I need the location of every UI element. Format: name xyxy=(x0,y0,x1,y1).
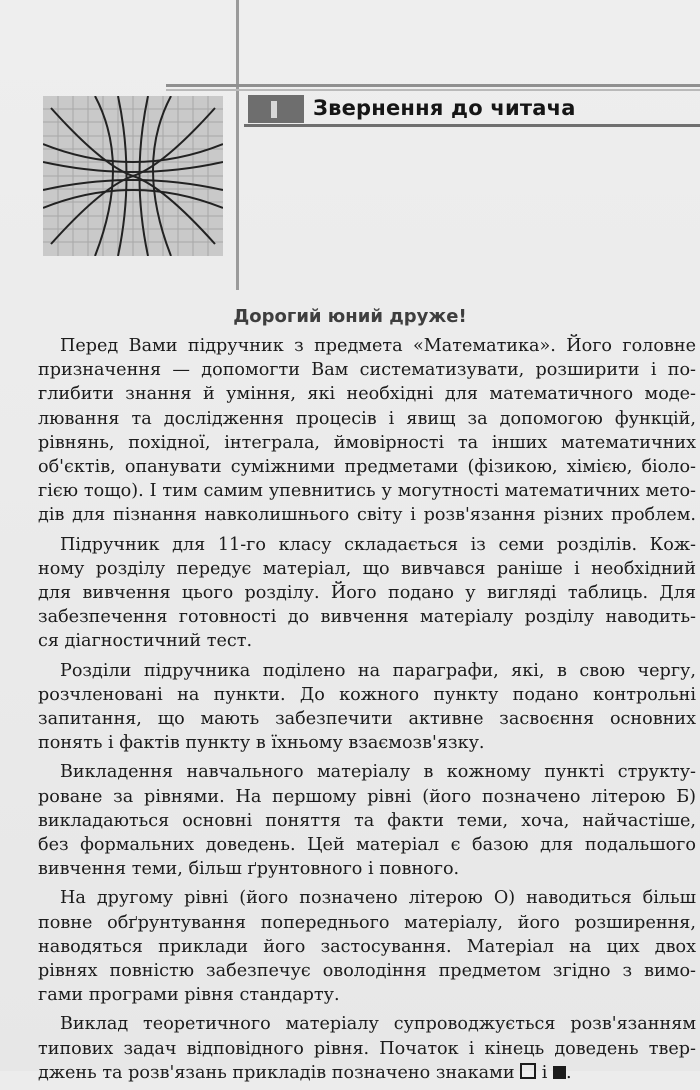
paragraph-4 xyxy=(38,760,696,881)
text-line: джень та розв'язань прикладів позначено знаками xyxy=(38,1062,515,1083)
text-line: об'єктів, опанувати суміжними предметами (фізикою, хімією, біоло- xyxy=(38,457,696,478)
text-line: лювання та дослідження процесів і явищ за допомогою функцій, xyxy=(38,408,696,429)
text-line: глибити знання й уміння, які необхідні для математичного моде- xyxy=(38,384,696,405)
greeting-heading: Дорогий юний друже! xyxy=(233,306,467,327)
paragraph-1 xyxy=(38,334,696,528)
text-line: для вивчення цього розділу. Його подано у вигляді таблиць. Для xyxy=(38,583,696,604)
text-line: Викладення навчального матеріалу в кожному пункті структу- xyxy=(60,762,696,783)
text-line: забезпечення готовності до вивчення матеріалу розділу наводить- xyxy=(38,607,696,628)
section-marker-bar xyxy=(271,101,277,118)
text-line-with-symbols: джень та розв'язань прикладів позначено знаками і . xyxy=(38,1062,572,1083)
text-line: ся діагностичний тест. xyxy=(38,631,253,652)
hyperbola-grid-illustration xyxy=(43,96,223,256)
text-line: призначення — допомогти Вам систематизувати, розширити і по- xyxy=(38,360,696,381)
text-line: понять і фактів пункту в їхньому взаємозв'язку. xyxy=(38,733,485,754)
paragraph-2 xyxy=(38,533,696,654)
text-line: Перед Вами підручник з предмета «Математика». Його головне xyxy=(60,336,696,356)
text-line: вивчення теми, більш ґрунтовного і повного. xyxy=(38,859,460,880)
text-line: гією тощо). І тим самим упевнитись у могутності математичних мето- xyxy=(38,481,696,502)
vertical-rule xyxy=(236,0,239,290)
body-text xyxy=(38,334,696,1090)
horizontal-rule-top-thin xyxy=(166,89,700,91)
paragraph-5 xyxy=(38,886,696,1007)
text-line: запитання, що мають забезпечити активне засвоєння основних xyxy=(38,709,696,730)
text-line: Розділи підручника поділено на параграфи, які, в свою чергу, xyxy=(60,660,696,681)
text-line: розчленовані на пункти. До кожного пункту подано контрольні xyxy=(38,684,696,705)
horizontal-rule-top xyxy=(166,84,700,87)
text-line: рівнях повністю забезпечує оволодіння предметом згідно з вимо- xyxy=(38,961,696,982)
text-line: типових задач відповідного рівня. Початок і кінець доведень твер- xyxy=(38,1038,696,1059)
text-line: викладаються основні поняття та факти теми, хоча, найчастіше, xyxy=(38,810,696,831)
text-line: дів для пізнання навколишнього світу і розв'язання різних проблем. xyxy=(38,505,696,526)
text-line: рівнянь, похідної, інтеграла, ймовірності та інших математичних xyxy=(38,432,696,453)
horizontal-rule-under-title xyxy=(244,124,700,127)
page-title: Звернення до читача xyxy=(313,96,576,120)
text-line: Виклад теоретичного матеріалу супроводжується розв'язанням xyxy=(60,1014,696,1035)
text-line: На другому рівні (його позначено літерою О) наводиться більш xyxy=(60,888,696,909)
text-line: гами програми рівня стандарту. xyxy=(38,985,340,1006)
text-line: повне обґрунтування попереднього матеріалу, його розширення, xyxy=(38,912,696,933)
text-line: без формальних доведень. Цей матеріал є базою для подальшого xyxy=(38,835,696,856)
text-line: наводяться приклади його застосування. Матеріал на цих двох xyxy=(38,936,696,957)
paragraph-3 xyxy=(38,659,696,756)
black-square-icon xyxy=(553,1066,566,1079)
paragraph-6 xyxy=(38,1012,696,1085)
section-marker xyxy=(248,95,304,123)
text-line: ному розділу передує матеріал, що вивчався раніше і необхідний xyxy=(38,558,696,579)
symbol-connector: і xyxy=(541,1062,548,1083)
text-line: Підручник для 11-го класу складається із семи розділів. Кож- xyxy=(60,534,696,555)
text-line: роване за рівнями. На першому рівні (його позначено літерою Б) xyxy=(38,786,696,807)
